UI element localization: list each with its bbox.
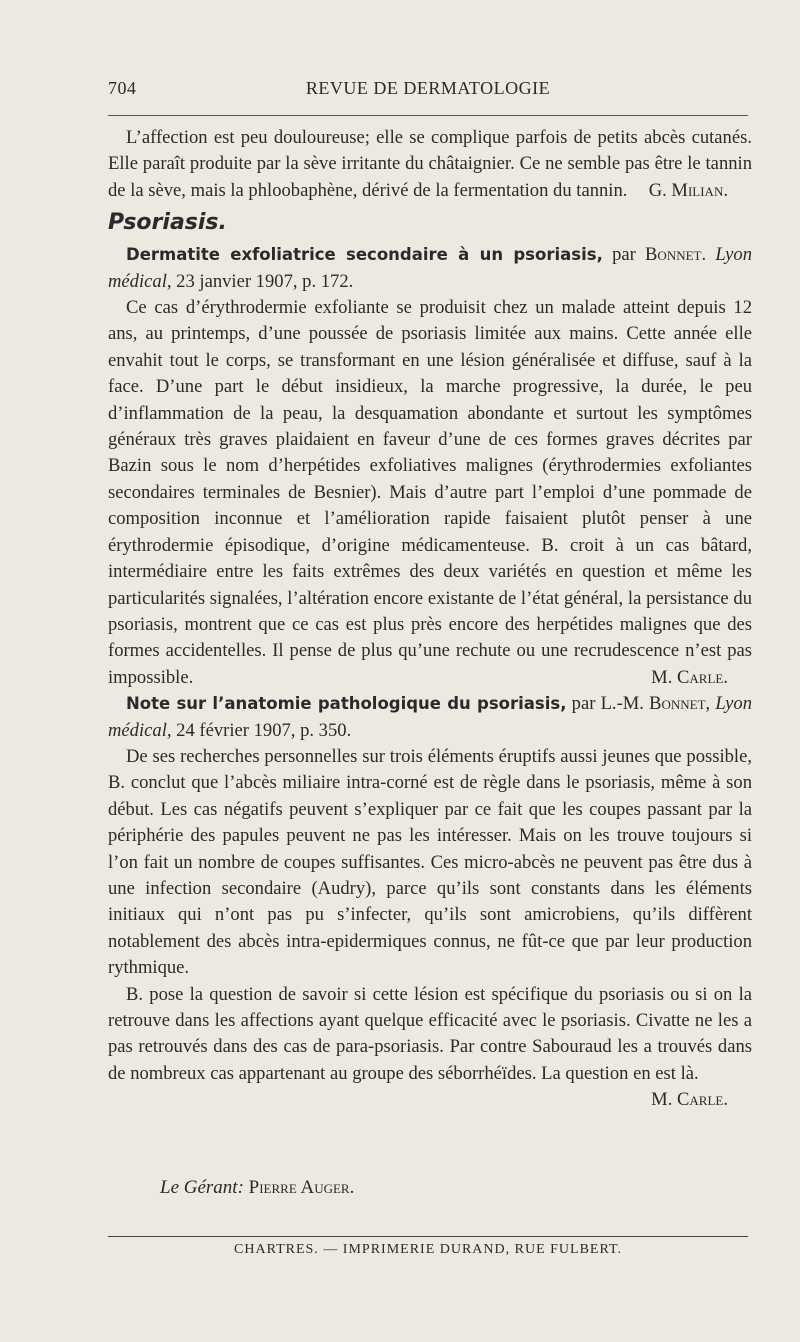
section-title: Psoriasis. bbox=[108, 210, 227, 236]
article1-signature: M. Carle. bbox=[651, 666, 728, 688]
page-number: 704 bbox=[108, 78, 137, 98]
article2-title: Note sur l’anatomie pathologique du psoriasis, bbox=[126, 694, 567, 714]
article2-journal: Lyon médical, bbox=[108, 693, 752, 741]
article1-by: par bbox=[612, 244, 636, 266]
article2-author: L.-M. Bonnet, bbox=[600, 693, 711, 715]
footer-rule bbox=[108, 1236, 748, 1237]
article1-ref: 23 janvier 1907, p. 172. bbox=[176, 270, 354, 292]
article1-body bbox=[108, 295, 752, 691]
article2-signature: M. Carle. bbox=[651, 1089, 728, 1111]
running-header bbox=[108, 78, 748, 108]
intro-signature: G. Milian. bbox=[648, 179, 728, 201]
intro-text: L’affection est peu douloureuse; elle se complique parfois de petits abcès cutanés. Elle paraît produite par la sève irritante du châtaignier. Ce ne semble pas être le tannin de la sève, mais la phloobaphène, dérivé de la fermentation du tannin. bbox=[108, 127, 752, 201]
article2-paragraph-2 bbox=[108, 982, 752, 1111]
gerant-label: Le Gérant: bbox=[160, 1177, 244, 1198]
gerant-line bbox=[160, 1177, 354, 1199]
article1-title: Dermatite exfoliatrice secondaire à un psoriasis, bbox=[126, 245, 603, 265]
gerant-name: Pierre Auger. bbox=[248, 1177, 355, 1198]
article2-paragraph-1: De ses recherches personnelles sur trois éléments éruptifs aussi jeunes que possible, B. conclut que l’abcès miliaire intra-corné est de règle dans le psoriasis, même à son début. Les cas négatifs peuvent s’expliquer par ce fait que les coupes passant par la périphérie des papules peuvent ne pas les intéresser. Mais on les trouve toujours si l’on fait un nombre de coupes suffisantes. Ces micro-abcès ne peuvent pas être dus à une infection secondaire (Audry), parce qu’ils sont constants dans les éléments initiaux qui n’ont pas pu s’infecter, qu’ils sont amicrobiens, qu’ils diffèrent notablement des abcès intra-epidermiques connus, ne fût-ce que par leur production rythmique. bbox=[108, 745, 752, 979]
printer-line: CHARTRES. — IMPRIMERIE DURAND, RUE FULBERT. bbox=[234, 1242, 622, 1257]
article2-heading bbox=[108, 691, 752, 744]
article2-by: par bbox=[571, 693, 596, 715]
article1-heading bbox=[108, 242, 752, 295]
article2-ref: 24 février 1907, p. 350. bbox=[176, 719, 352, 741]
article1-author: Bonnet. bbox=[645, 244, 707, 266]
article2-text-2: B. pose la question de savoir si cette lésion est spécifique du psoriasis ou si on la retrouve dans les affections ayant quelque efficacité avec le psoriasis. Civatte ne les a pas retrouvés dans des cas de para-psoriasis. Par contre Sabouraud les a trouvés dans de nombreux cas appartenant au groupe des séborrhéïdes. La question en est là. bbox=[108, 983, 752, 1084]
intro-paragraph bbox=[108, 125, 752, 204]
article1-journal: Lyon médical, bbox=[108, 244, 752, 292]
header-rule bbox=[108, 115, 748, 116]
article1-text: Ce cas d’érythrodermie exfoliante se produisit chez un malade atteint depuis 12 ans, au printemps, d’une poussée de psoriasis limitée aux mains. Cette année elle envahit tout le corps, se transformant en une lésion généralisée et diffuse, sauf à la face. D’une part le début insidieux, la marche progressive, la durée, le peu d’inflammation de la peau, la desquamation abondante et surtout les symptômes généraux très graves plaidaient en faveur d’une de ces formes graves décrites par Bazin sous le nom d’herpétides exfoliatives malignes (érythrodermies exfoliantes secondaires terminales de Besnier). Mais d’autre part l’emploi d’une pommade de composition inconnue et l’amélioration rapide faisaient plutôt penser à une érythrodermie épisodique, d’origine médicamenteuse. B. croit à un cas bâtard, intermédiaire entre les faits extrêmes des deux variétés en question et même les particularités signalées, l’altération encore existante de l’état général, la persistance du psoriasis, montrent que ce cas est plus près encore des herpétides malignes que des formes accidentelles. Il pense de plus qu’une rechute ou une recrudescence n’est pas impossible. bbox=[108, 297, 752, 688]
page-body bbox=[108, 125, 752, 1114]
running-title: REVUE DE DERMATOLOGIE bbox=[305, 78, 551, 98]
